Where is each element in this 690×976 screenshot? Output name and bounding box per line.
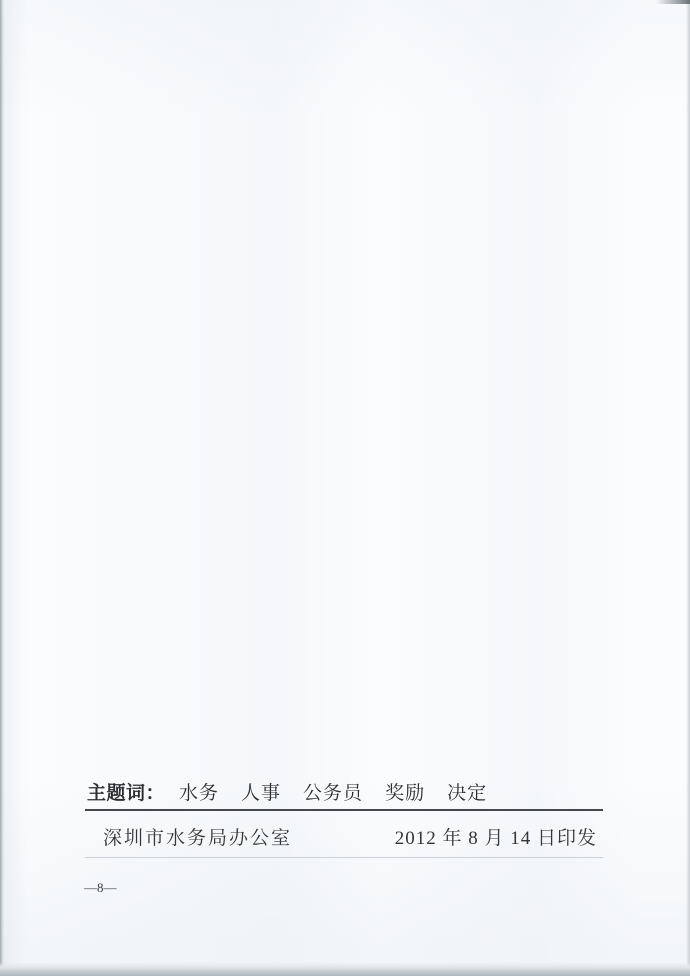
keyword-shuiwu: 水务 xyxy=(179,783,220,804)
page-number: —8— xyxy=(84,880,117,895)
keyword-gongwuyuan: 公务员 xyxy=(303,783,364,804)
print-date: 2012 年 8 月 14 日印发 xyxy=(394,828,597,849)
subject-keywords-row xyxy=(87,782,487,806)
subject-keywords-label: 主题词： xyxy=(87,783,166,804)
keyword-renshi: 人事 xyxy=(241,783,282,804)
issuing-office: 深圳市水务局办公室 xyxy=(103,828,293,849)
publisher-row xyxy=(103,827,597,851)
scan-edge-top-right xyxy=(656,0,690,4)
scan-edge-left xyxy=(0,0,4,976)
keyword-jueding: 决定 xyxy=(447,783,488,804)
footer-divider-main xyxy=(85,809,603,811)
scan-edge-bottom xyxy=(0,962,690,976)
keyword-jiangli: 奖励 xyxy=(385,783,426,804)
scan-edge-right xyxy=(686,0,690,976)
footer-divider-faint xyxy=(85,857,603,858)
